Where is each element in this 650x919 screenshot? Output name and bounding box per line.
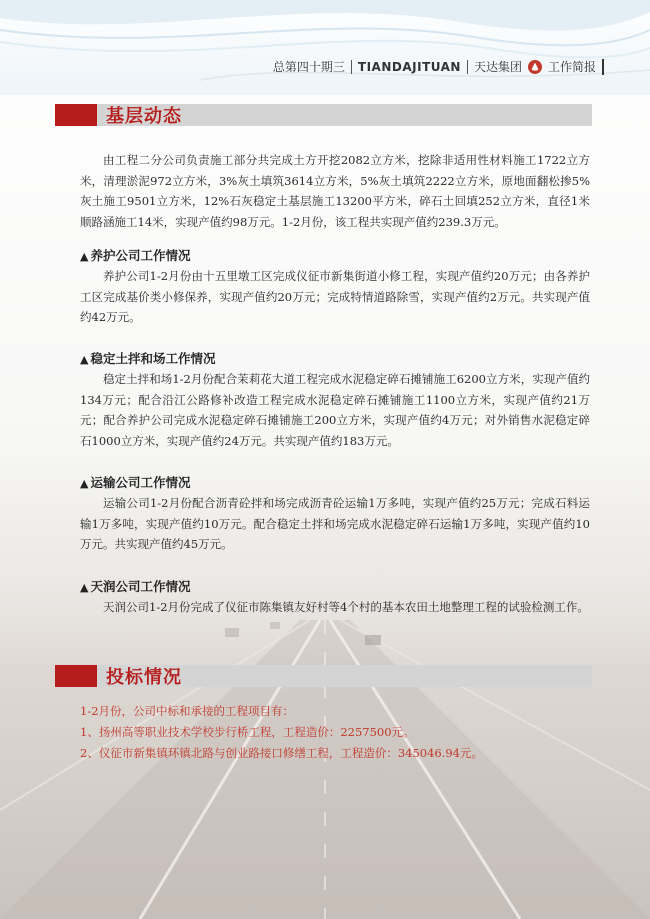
subsection-body-yunshu: 运输公司1-2月份配合沥青砼拌和场完成沥青砼运输1万多吨，实现产值约25万元；完成石料运输1万多吨，实现产值约10万元。配合稳定土拌和场完成水泥稳定碎石运输1万多吨，实现产值约10万元。共实现产值约45万元。 [80,496,590,551]
section-accent-block [55,665,97,687]
section-heading-jiceng [55,104,592,126]
bidding-list [80,701,590,764]
subsection-heading-wendingtu [80,349,215,367]
company-name: 天达集团 [473,60,522,74]
subsection-heading-yanghu [80,246,190,264]
subsection-title: 天润公司工作情况 [90,579,191,594]
triangle-marker-icon: ▲ [80,353,89,366]
section-accent-block [55,104,97,126]
section-title: 投标情况 [106,667,182,688]
triangle-marker-icon: ▲ [80,477,89,490]
briefing-title: 工作简报 [547,60,596,74]
triangle-marker-icon: ▲ [80,250,89,263]
company-logo-icon [528,60,542,74]
subsection-body-yanghu: 养护公司1-2月份由十五里墩工区完成仪征市新集街道小修工程，实现产值约20万元；由各养护工区完成基价类小修保养，实现产值约20万元；完成特情道路除雪，实现产值约2万元。共实现产值约42万元。 [80,269,590,324]
intro-paragraph: 由工程二分公司负责施工部分共完成土方开挖2082立方米，挖除非适用性材料施工1722立方米，清理淤泥972立方米，3%灰土填筑3614立方米，5%灰土填筑2222立方米，原地面翻松掺5%灰土施工9501立方米，12%石灰稳定土基层施工13200平方米，碎石土回填252立方米，直径1米顺路涵施工14米，实现产值约98万元。1-2月份，该工程共实现产值约239.3万元。 [80,153,590,229]
bidding-item: 2、仪征市新集镇环镇北路与创业路接口修缮工程，工程造价：345046.94元。 [80,746,484,760]
subsection-heading-yunshu [80,473,190,491]
header-end-bar [602,59,604,75]
header-divider [351,60,352,74]
bidding-lead: 1-2月份，公司中标和承接的工程项目有： [80,704,295,718]
header-wave-decoration [0,0,650,95]
subsection-body-wendingtu: 稳定土拌和场1-2月份配合茉莉花大道工程完成水泥稳定碎石摊铺施工6200立方米，实现产值约134万元；配合沿江公路修补改造工程完成水泥稳定碎石摊铺施工1100立方米，实现产值约21万元；配合养护公司完成水泥稳定碎石摊铺施工200立方米，实现产值约4万元；对外销售水泥稳定碎石1000立方米，实现产值约24万元。共实现产值约183万元。 [80,372,590,448]
subsection-title: 养护公司工作情况 [90,248,191,263]
issue-number: 总第四十期三 [272,60,345,74]
brand-pinyin: TIANDAJITUAN [357,59,461,74]
triangle-marker-icon: ▲ [80,581,89,594]
section-heading-toubiao [55,665,592,687]
header-divider [467,60,468,74]
section-title: 基层动态 [106,106,182,127]
subsection-body-tianrun: 天润公司1-2月份完成了仪征市陈集镇友好村等4个村的基本农田土地整理工程的试验检测工作。 [103,600,589,614]
subsection-title: 运输公司工作情况 [90,475,191,490]
subsection-heading-tianrun [80,577,190,595]
page-header [273,58,604,75]
bidding-item: 1、扬州高等职业技术学校步行桥工程，工程造价：2257500元。 [80,725,415,739]
subsection-title: 稳定土拌和场工作情况 [90,351,216,366]
